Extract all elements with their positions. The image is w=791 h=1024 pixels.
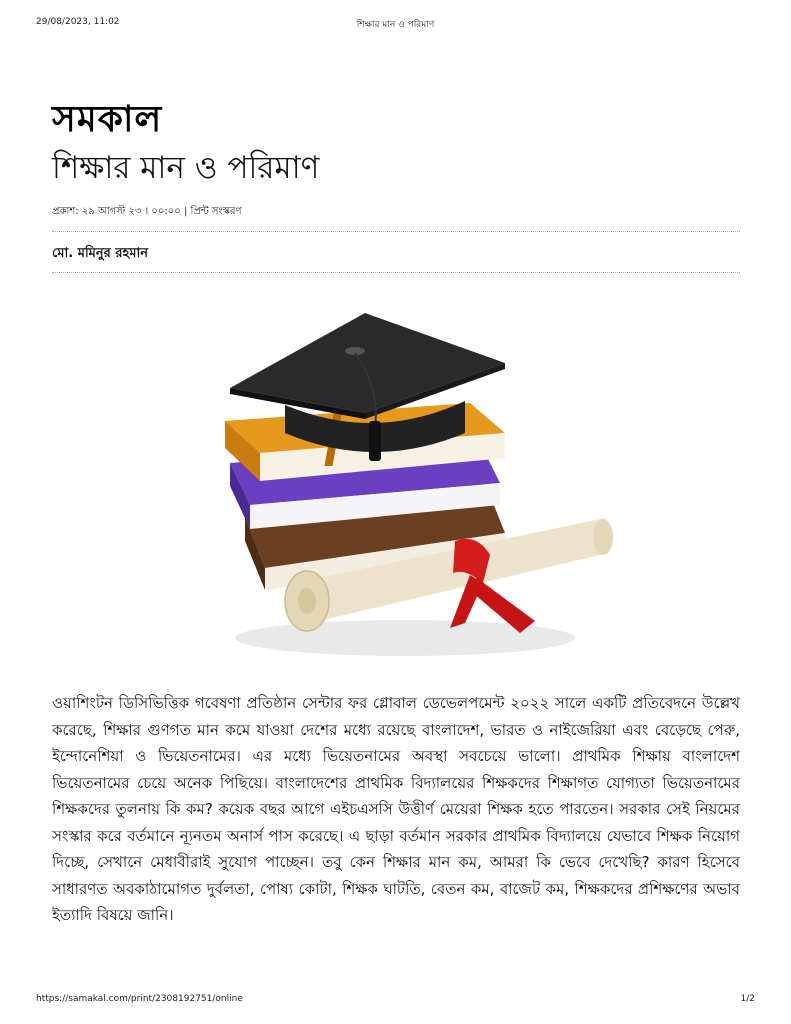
page-number: 1/2 <box>740 994 755 1004</box>
samakal-logo[interactable]: সমকাল <box>52 98 163 140</box>
divider <box>52 272 740 273</box>
print-datetime: 29/08/2023, 11:02 <box>36 17 120 27</box>
print-header <box>0 17 791 33</box>
article-body: ওয়াশিংটন ডিসিভিত্তিক গবেষণা প্রতিষ্ঠান সেন্টার ফর গ্লোবাল ডেভেলপমেন্ট ২০২২ সালে একটি প্রতিবেদনে উল্লেখ করেছে, শিক্ষার গুণগত মান কমে যাওয়া দেশের মধ্যে রয়েছে বাংলাদেশ, ভারত ও নাইজেরিয়া এবং বেড়েছে পেরু, ইন্দোনেশিয়া ও ভিয়েতনামের। এর মধ্যে ভিয়েতনামের অবস্থা সবচেয়ে ভালো। প্রাথমিক শিক্ষায় বাংলাদেশ ভিয়েতনামের চেয়ে অনেক পিছিয়ে। বাংলাদেশের প্রাথমিক বিদ্যালয়ের শিক্ষকদের শিক্ষাগত যোগ্যতা ভিয়েতনামের শিক্ষকদের তুলনায় কি কম? কয়েক বছর আগে এইচএসসি উত্তীর্ণ মেয়েরা শিক্ষক হতে পারতেন। সরকার সেই নিয়মের সংস্কার করে বর্তমানে ন্যূনতম অনার্স পাস করেছে। এ ছাড়া বর্তমান সরকার প্রাথমিক বিদ্যালয়ে যেভাবে শিক্ষক নিয়োগ দিচ্ছে, সেখানে মেধাবীরাই সুযোগ পাচ্ছেন। তবু কেন শিক্ষার মান কম, আমরা কি ভেবে দেখেছি? কারণ হিসেবে সাধারণত অবকাঠামোগত দুর্বলতা, পোষ্য কোটা, শিক্ষক ঘাটতি, বেতন কম, বাজেট কম, শিক্ষকদের প্রশিক্ষণের অভাব ইত্যাদি বিষয়ে জানি। <box>52 694 740 924</box>
author-name[interactable]: মো. মমিনুর রহমান <box>52 246 149 261</box>
graduation-illustration <box>215 293 615 678</box>
article-headline: শিক্ষার মান ও পরিমাণ <box>52 150 320 186</box>
article-url[interactable]: https://samakal.com/print/2308192751/online <box>36 994 243 1004</box>
divider <box>52 231 740 232</box>
print-page-title: শিক্ষার মান ও পরিমাণ <box>356 20 435 30</box>
publish-meta: প্রকাশ: ২৯ আগস্ট ২৩ । ০০:০০ | প্রিন্ট সংস্করণ <box>52 206 242 217</box>
